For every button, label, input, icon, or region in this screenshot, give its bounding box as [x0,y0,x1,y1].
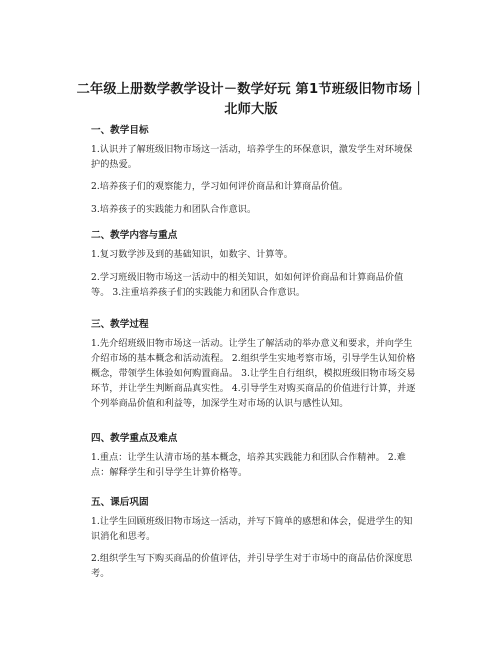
section-2-paragraph-2: 2.学习班级旧物市场这一活动中的相关知识，如如何评价商品和计算商品价值等。 3.注重培养孩子们的实践能力和团队合作意识。 [91,273,404,298]
section-2-paragraph-1: 1.复习数学涉及到的基础知识，如数字、计算等。 [91,250,293,260]
section-5-paragraph-1: 1.让学生回顾班级旧物市场这一活动，并写下简单的感想和体会，促进学生的知识消化和思考。 [91,517,413,542]
section-1-paragraph-2: 2.培养孩子们的观察能力，学习如何评价商品和计算商品价值。 [91,182,349,192]
section-1-paragraph-1: 1.认识并了解班级旧物市场这一活动，培养学生的环保意识，激发学生对环境保护的热爱。 [91,145,413,170]
section-heading-review: 五、课后巩固 [91,497,149,508]
document-title [60,80,442,120]
section-heading-key-points: 四、教学重点及难点 [91,433,178,444]
section-4-paragraph-1: 1.重点：让学生认清市场的基本概念，培养其实践能力和团队合作精神。 2.难点：解释学生和引导学生计算价格等。 [91,453,406,478]
document-title-line-1: 二年级上册数学教学设计－数学好玩 第1节班级旧物市场｜ [76,82,426,97]
section-5-paragraph-2: 2.组织学生写下购买商品的价值评估，并引导学生对于市场中的商品估价深度思考。 [91,554,413,579]
section-heading-content: 二、教学内容与重点 [91,230,178,241]
section-1-paragraph-3: 3.培养孩子的实践能力和团队合作意识。 [91,205,257,215]
section-3-paragraph-1: 1.先介绍班级旧物市场这一活动。让学生了解活动的举办意义和要求，并向学生介绍市场的基本概念和活动流程。 2.组织学生实地考察市场，引导学生认知价格概念，带领学生体验如何购置商品。 3.让学生自行组织，模拟班级旧物市场交易环节，并让学生判断商品真实性。 4.引导学生对购买商品的价值进行计算，并逐个列举商品价值和利益等，加深学生对市场的认识与感性认知。 [91,339,416,409]
document-title-line-2: 北师大版 [224,102,278,117]
section-heading-process: 三、教学过程 [91,319,149,330]
section-heading-goals: 一、教学目标 [91,125,149,136]
